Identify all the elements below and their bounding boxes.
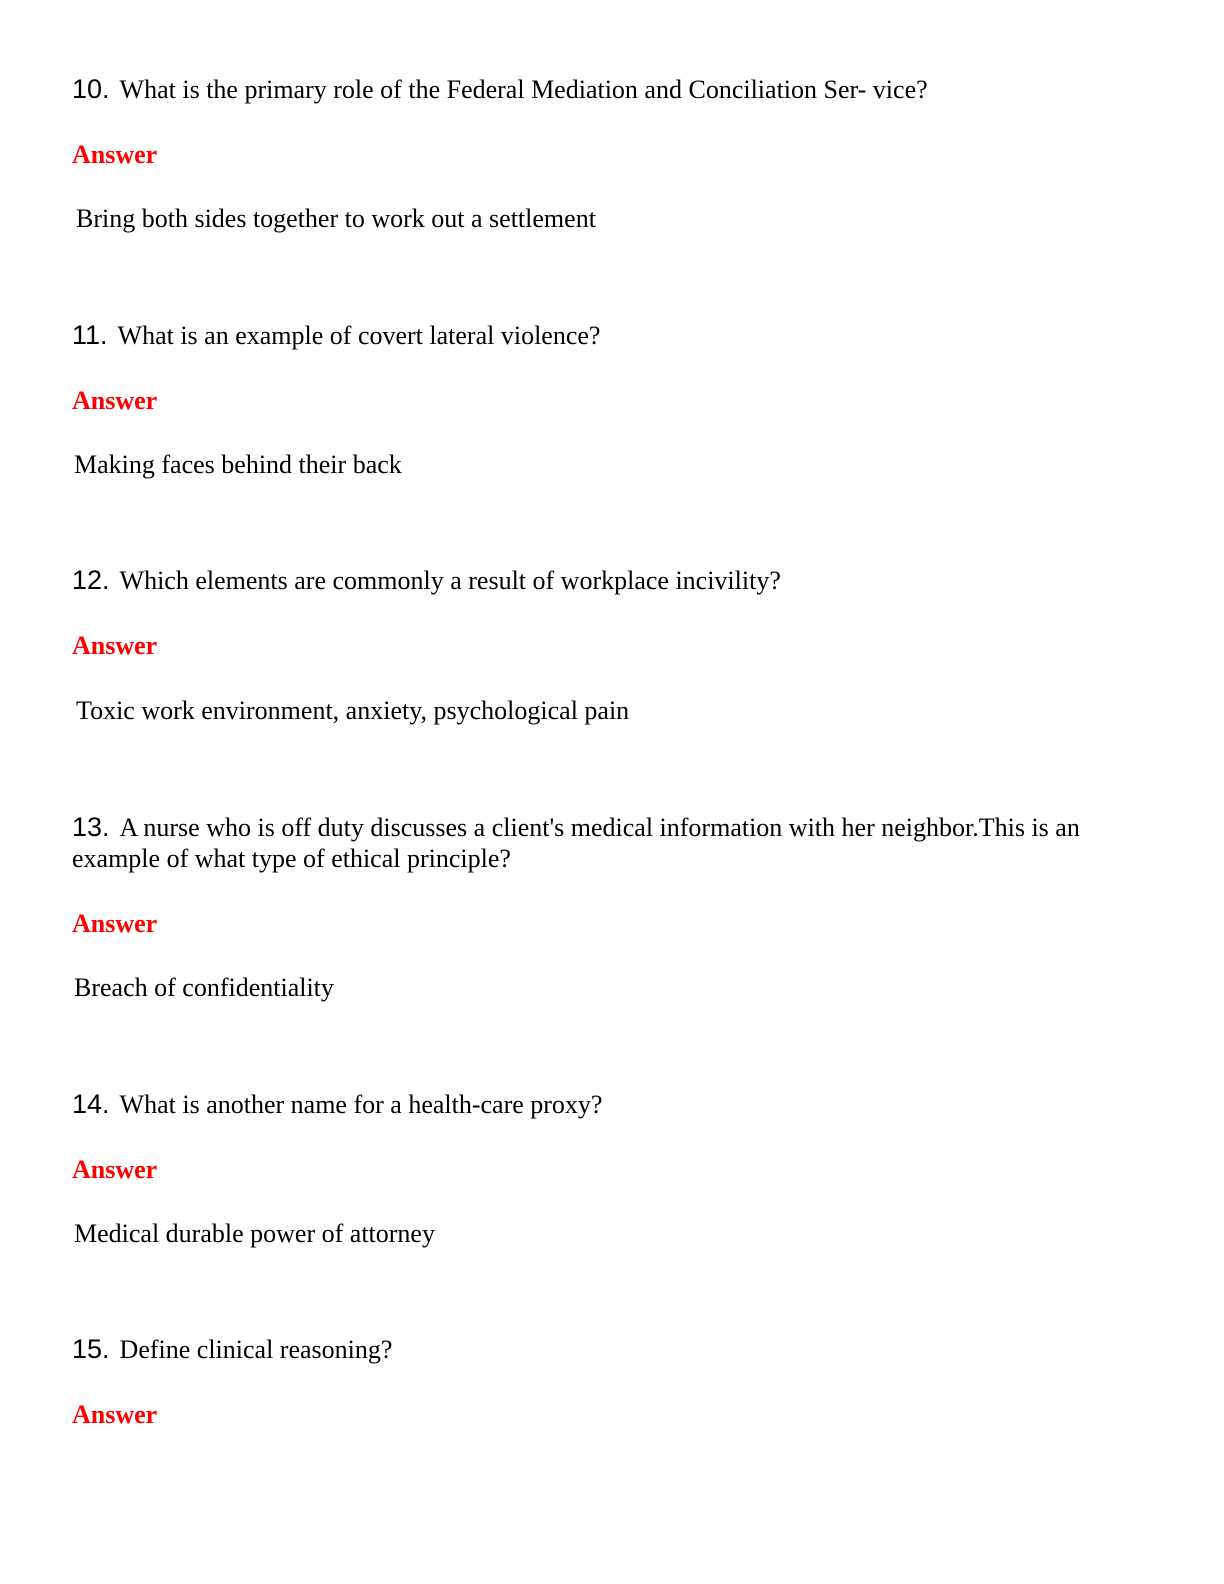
question-14 bbox=[72, 1089, 1152, 1120]
question-number: 15. bbox=[72, 1334, 110, 1364]
answer-text: Bring both sides together to work out a settlement bbox=[76, 204, 596, 233]
answer-label: Answer bbox=[72, 1400, 158, 1429]
question-12 bbox=[72, 565, 1152, 596]
answer-text: Toxic work environment, anxiety, psychological pain bbox=[76, 696, 630, 725]
question-number: 11. bbox=[72, 320, 108, 350]
answer-label: Answer bbox=[72, 140, 158, 169]
answer-text: Breach of confidentiality bbox=[74, 973, 334, 1002]
qa-item-13 bbox=[72, 812, 1152, 1002]
question-number: 12. bbox=[72, 565, 110, 595]
question-text: A nurse who is off duty discusses a client's medical information with her neighbor.This is an example of what type of ethical principle? bbox=[72, 813, 1080, 873]
question-11 bbox=[72, 320, 1152, 351]
question-text: Which elements are commonly a result of workplace incivility? bbox=[119, 566, 781, 595]
answer-label: Answer bbox=[72, 909, 158, 938]
question-text: What is the primary role of the Federal Mediation and Conciliation Ser- vice? bbox=[119, 75, 928, 104]
question-10 bbox=[72, 74, 1152, 105]
question-text: What is another name for a health-care proxy? bbox=[119, 1090, 603, 1119]
question-number: 10. bbox=[72, 74, 110, 104]
answer-label: Answer bbox=[72, 386, 158, 415]
qa-item-11 bbox=[72, 320, 1152, 479]
answer-label: Answer bbox=[72, 1155, 158, 1184]
question-number: 13. bbox=[72, 812, 110, 842]
qa-item-12 bbox=[72, 565, 1152, 725]
question-13 bbox=[72, 812, 1152, 874]
question-text: What is an example of covert lateral violence? bbox=[117, 321, 601, 350]
qa-item-10 bbox=[72, 74, 1152, 233]
qa-item-15 bbox=[72, 1334, 1152, 1429]
question-15 bbox=[72, 1334, 1152, 1365]
answer-text: Medical durable power of attorney bbox=[74, 1219, 435, 1248]
answer-label: Answer bbox=[72, 631, 158, 660]
answer-text: Making faces behind their back bbox=[74, 450, 402, 479]
question-text: Define clinical reasoning? bbox=[119, 1335, 393, 1364]
question-number: 14. bbox=[72, 1089, 110, 1119]
qa-item-14 bbox=[72, 1089, 1152, 1248]
